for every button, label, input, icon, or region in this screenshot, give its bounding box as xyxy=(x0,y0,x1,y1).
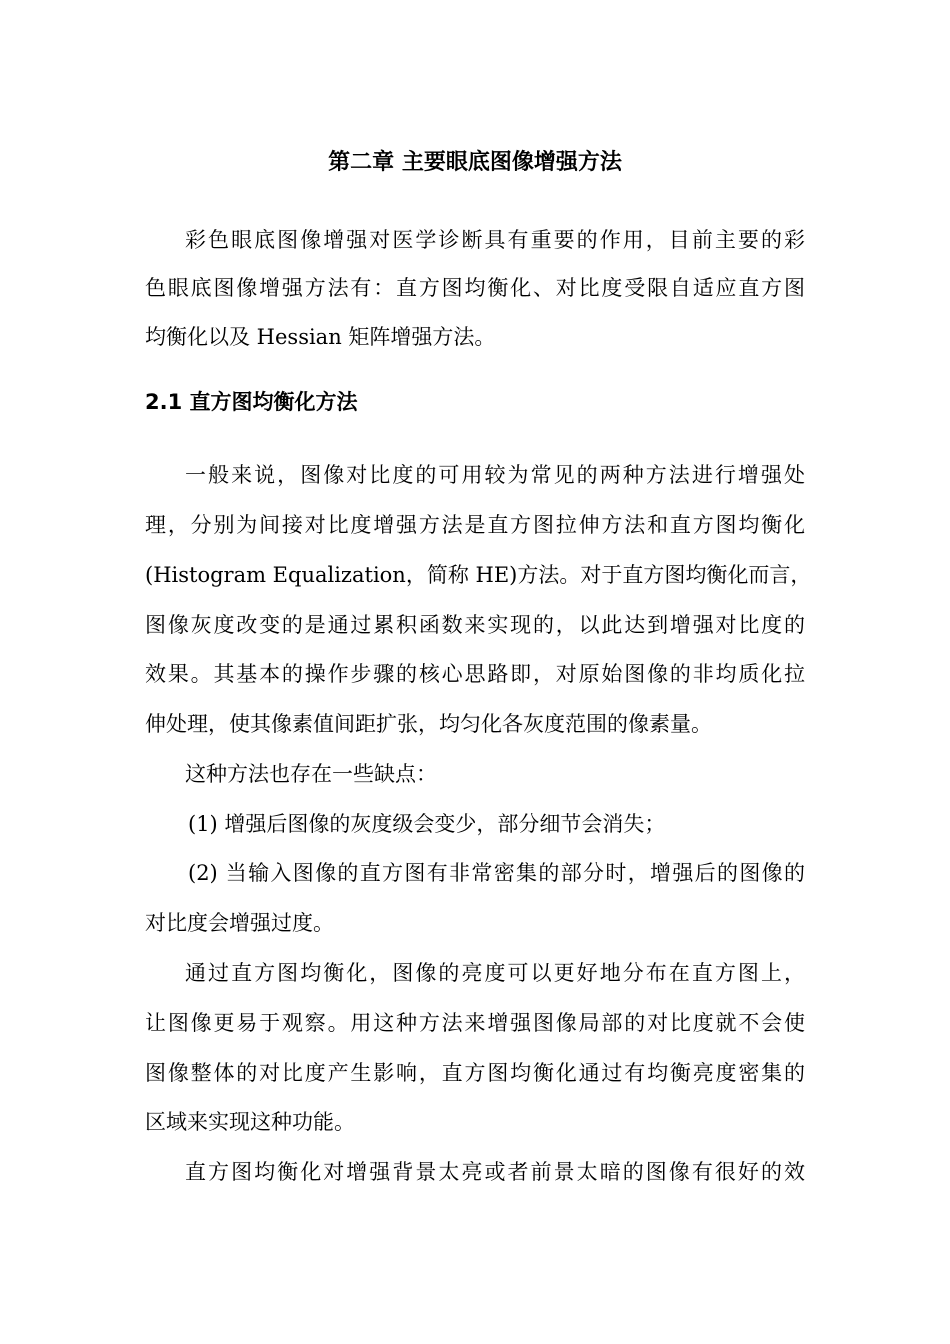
paragraph-line: 效果。其基本的操作步骤的核心思路即，对原始图像的非均质化拉 xyxy=(145,662,805,686)
intro-line: 色眼底图像增强方法有：直方图均衡化、对比度受限自适应直方图 xyxy=(145,276,805,300)
paragraph-line: 通过直方图均衡化，图像的亮度可以更好地分布在直方图上， xyxy=(185,961,805,985)
paragraph-line: 让图像更易于观察。用这种方法来增强图像局部的对比度就不会使 xyxy=(145,1011,805,1035)
list-item: (2) 当输入图像的直方图有非常密集的部分时，增强后的图像的 xyxy=(188,861,805,885)
chapter-title: 第二章 主要眼底图像增强方法 xyxy=(328,150,622,175)
paragraph-line: 图像灰度改变的是通过累积函数来实现的，以此达到增强对比度的 xyxy=(145,613,805,637)
paragraph-line: 这种方法也存在一些缺点： xyxy=(185,762,437,786)
section-title: 2.1 直方图均衡化方法 xyxy=(145,390,358,414)
paragraph-line: 一般来说，图像对比度的可用较为常见的两种方法进行增强处 xyxy=(185,463,805,487)
list-item: (1) 增强后图像的灰度级会变少，部分细节会消失； xyxy=(188,812,666,836)
paragraph-line: (Histogram Equalization，简称 HE)方法。对于直方图均衡化而言， xyxy=(145,563,812,587)
paragraph-line: 图像整体的对比度产生影响，直方图均衡化通过有均衡亮度密集的 xyxy=(145,1061,805,1085)
list-item-continuation: 对比度会增强过度。 xyxy=(145,911,334,935)
intro-line: 彩色眼底图像增强对医学诊断具有重要的作用，目前主要的彩 xyxy=(185,228,805,252)
paragraph-line: 理，分别为间接对比度增强方法是直方图拉伸方法和直方图均衡化 xyxy=(145,513,805,537)
paragraph-line: 伸处理，使其像素值间距扩张，均匀化各灰度范围的像素量。 xyxy=(145,712,712,736)
intro-line: 均衡化以及 Hessian 矩阵增强方法。 xyxy=(145,325,496,349)
paragraph-line: 直方图均衡化对增强背景太亮或者前景太暗的图像有很好的效 xyxy=(185,1160,805,1184)
paragraph-line: 区域来实现这种功能。 xyxy=(145,1110,355,1134)
